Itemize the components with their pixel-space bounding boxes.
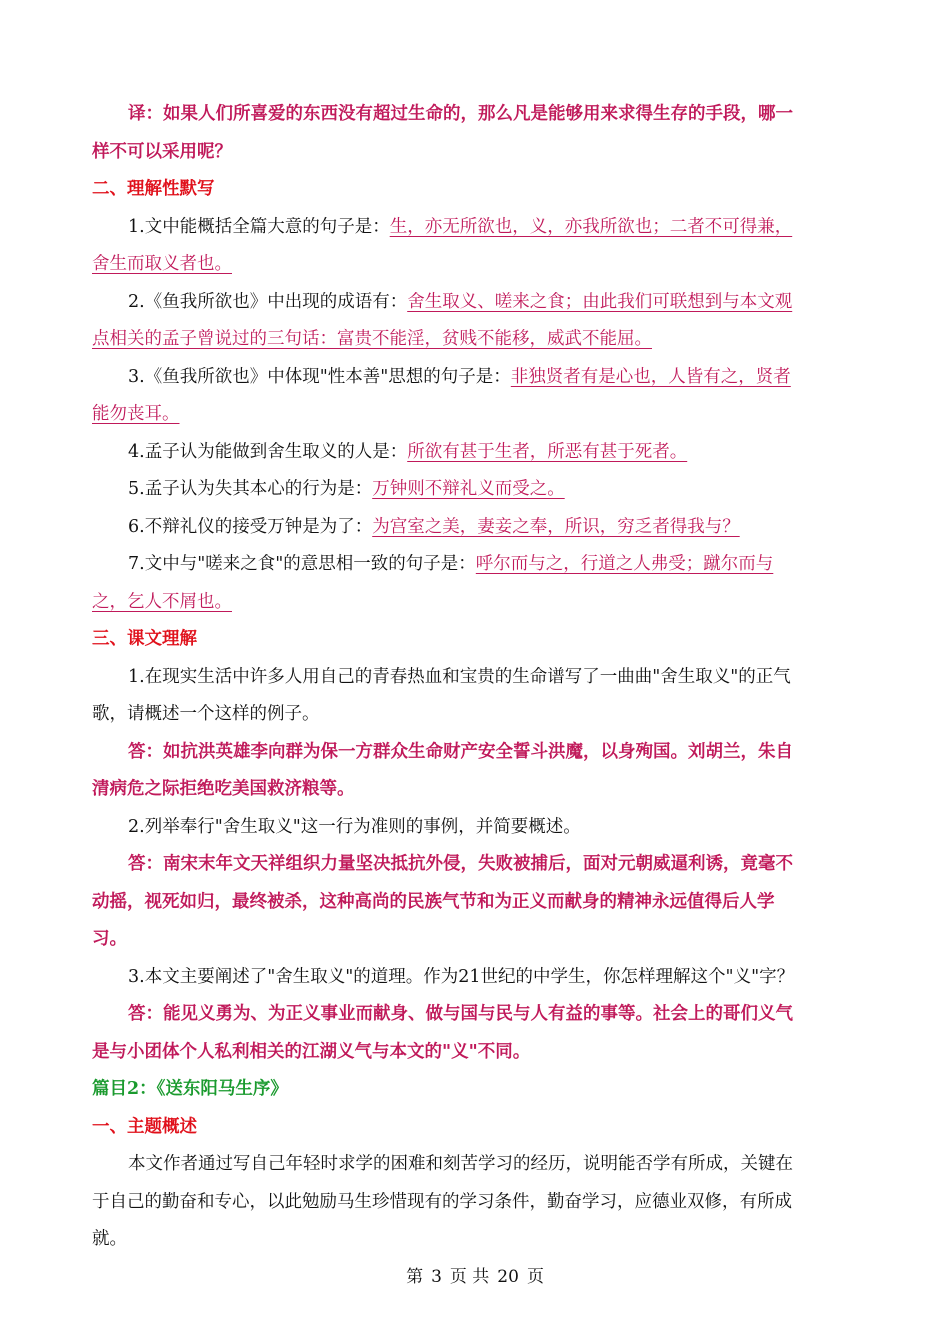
answer-paragraph: 动摇，视死如归，最终被杀，这种高尚的民族气节和为正义而献身的精神永远值得后人学 — [92, 891, 775, 912]
question-text: 3.本文主要阐述了"舍生取义"的道理。作为21世纪的中学生，你怎样理解这个"义"字？ — [128, 966, 795, 987]
summary-text: 于自己的勤奋和专心，以此勉励马生珍惜现有的学习条件，勤奋学习，应德业双修，有所成 — [92, 1191, 792, 1212]
translation-line: 译：如果人们所喜爱的东西没有超过生命的，那么凡是能够用来求得生存的手段，哪一 — [128, 104, 793, 124]
answer-paragraph: 清病危之际拒绝吃美国救济粮等。 — [92, 779, 355, 799]
answer-text: 生，亦无所欲也，义，亦我所欲也；二者不可得兼， — [389, 216, 793, 237]
section-heading: 一、主题概述 — [92, 1116, 197, 1137]
answer-text: 为宫室之美，妻妾之奉，所识，穷乏者得我与？ — [372, 516, 740, 537]
question-item: 7.文中与"嗟来之食"的意思相一致的句子是：呼尔而与之，行道之人弗受；蹴尔而与 — [128, 554, 774, 574]
answer-text: 呼尔而与之，行道之人弗受；蹴尔而与 — [475, 554, 774, 574]
answer-text: 万钟则不辩礼义而受之。 — [372, 479, 565, 499]
answer-paragraph: 答：能见义勇为、为正义事业而献身、做与国与民与人有益的事等。社会上的哥们义气 — [128, 1004, 793, 1024]
answer-text: 点相关的孟子曾说过的三句话：富贵不能淫，贫贱不能移，威武不能屈。 — [92, 329, 652, 349]
question-item: 3.《鱼我所欲也》中体现"性本善"思想的句子是：非独贤者有是心也，人皆有之，贤者 — [128, 366, 791, 387]
page-footer: 第 3 页 共 20 页 — [406, 1267, 544, 1287]
answer-text: 舍生取义、嗟来之食；由此我们可联想到与本文观 — [407, 291, 793, 312]
answer-paragraph: 答：南宋末年文天祥组织力量坚决抵抗外侵，失败被捕后，面对元朝威逼利诱，竟毫不 — [128, 854, 793, 874]
question-text: 1.在现实生活中许多人用自己的青春热血和宝贵的生命谱写了一曲曲"舍生取义"的正气 — [128, 666, 791, 687]
answer-text: 能勿丧耳。 — [92, 404, 180, 424]
question-item: 1.文中能概括全篇大意的句子是：生，亦无所欲也，义，亦我所欲也；二者不可得兼， — [128, 216, 793, 237]
piece-title: 篇目2：《送东阳马生序》 — [92, 1079, 288, 1099]
page-number: 3 — [431, 1267, 442, 1287]
answer-paragraph: 习。 — [92, 929, 127, 949]
translation-line: 样不可以采用呢？ — [92, 141, 232, 162]
answer-paragraph: 是与小团体个人私利相关的江湖义气与本文的"义"不同。 — [92, 1041, 531, 1062]
summary-text: 就。 — [92, 1229, 127, 1249]
answer-text: 所欲有甚于生者，所恶有甚于死者。 — [407, 441, 688, 462]
question-item — [92, 584, 860, 622]
answer-text: 非独贤者有是心也，人皆有之，贤者 — [510, 366, 791, 387]
answer-paragraph: 答：如抗洪英雄李向群为保一方群众生命财产安全誓斗洪魔，以身殉国。刘胡兰，朱自 — [128, 741, 793, 762]
total-pages: 20 — [497, 1267, 519, 1287]
section-heading: 三、课文理解 — [92, 629, 197, 649]
summary-text: 本文作者通过写自己年轻时求学的困难和刻苦学习的经历，说明能否学有所成，关键在 — [128, 1154, 793, 1174]
question-item: 2.《鱼我所欲也》中出现的成语有：舍生取义、嗟来之食；由此我们可联想到与本文观 — [128, 291, 793, 312]
question-text: 歌，请概述一个这样的例子。 — [92, 704, 320, 724]
answer-text: 舍生而取义者也。 — [92, 254, 232, 274]
answer-text: 之，乞人不屑也。 — [92, 591, 232, 612]
question-item — [92, 321, 860, 359]
question-item — [92, 396, 860, 434]
question-text: 2.列举奉行"舍生取义"这一行为准则的事例，并简要概述。 — [128, 816, 581, 837]
question-item — [92, 246, 860, 284]
question-item: 6.不辩礼仪的接受万钟是为了：为宫室之美，妻妾之奉，所识，穷乏者得我与？ — [128, 516, 740, 537]
question-item: 4.孟子认为能做到舍生取义的人是：所欲有甚于生者，所恶有甚于死者。 — [128, 441, 688, 462]
section-heading: 二、理解性默写 — [92, 179, 215, 199]
document-page — [92, 96, 860, 1259]
question-item: 5.孟子认为失其本心的行为是：万钟则不辩礼义而受之。 — [128, 479, 565, 499]
